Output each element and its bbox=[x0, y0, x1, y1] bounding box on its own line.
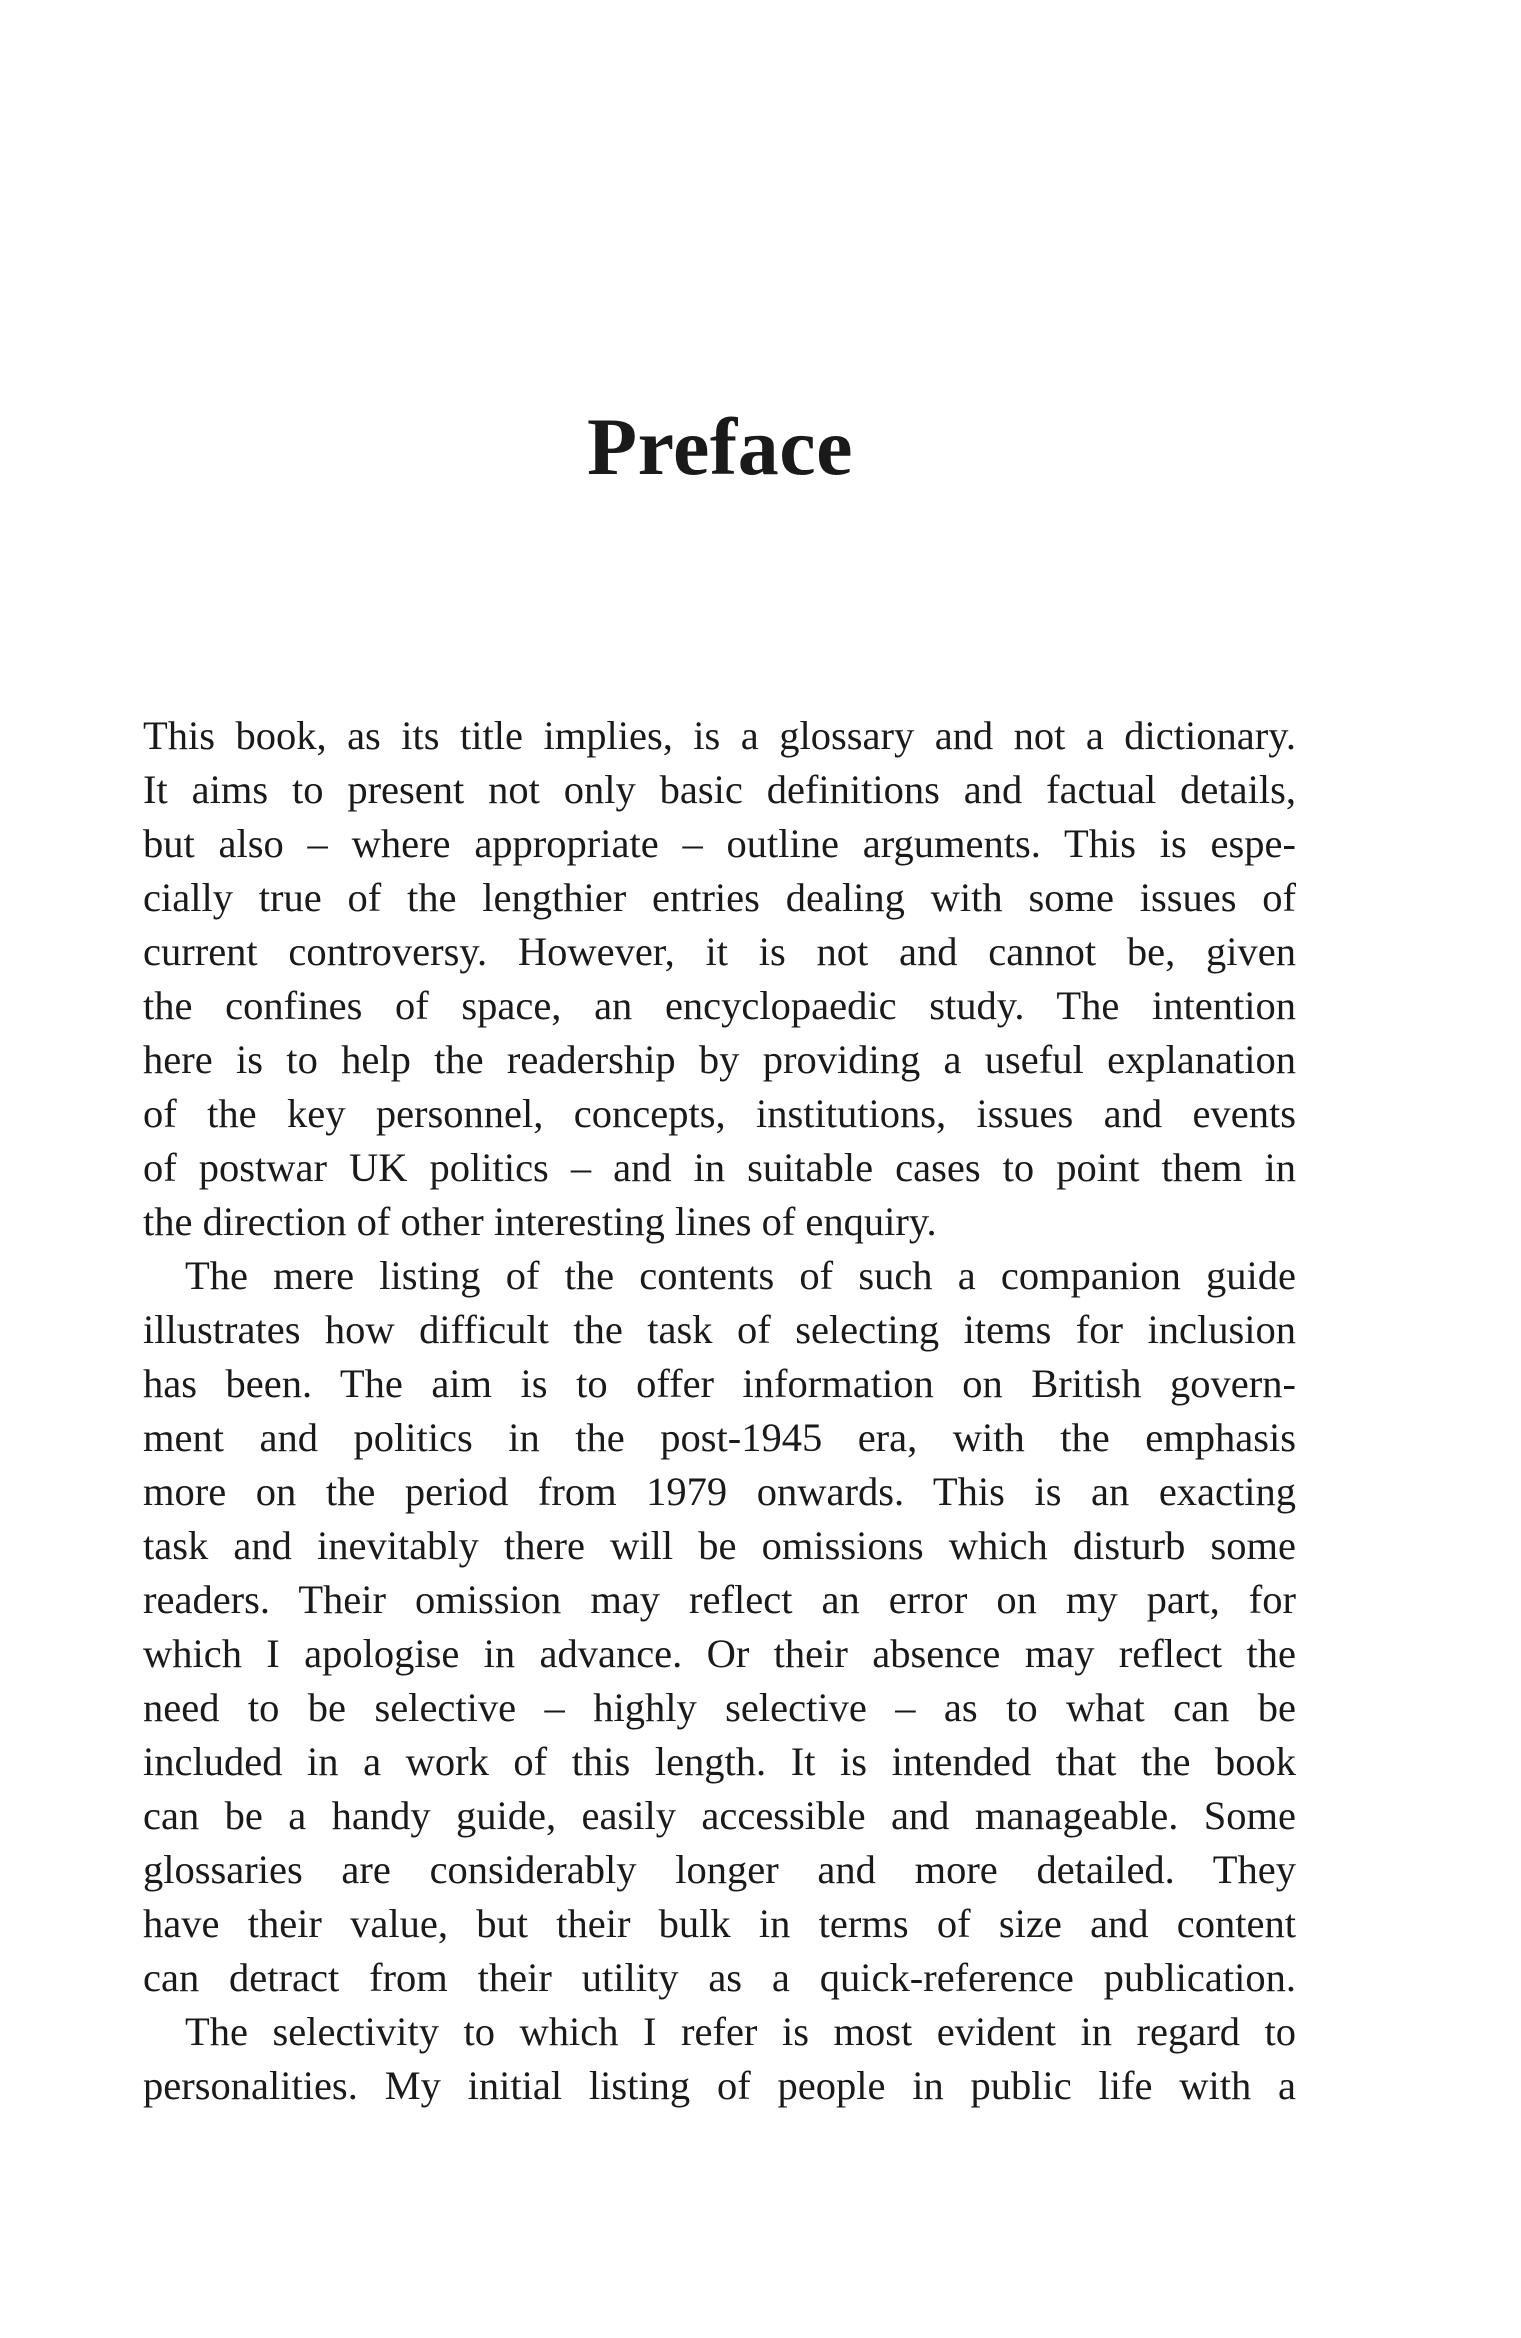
text-line: of postwar UK politics – and in suitable cases to point them in bbox=[143, 1145, 1296, 1190]
preface-body bbox=[143, 709, 1296, 2113]
text-line: here is to help the readership by providing a useful explanation bbox=[143, 1037, 1296, 1082]
text-line: The mere listing of the contents of such a companion guide bbox=[185, 1253, 1296, 1298]
text-line: included in a work of this length. It is intended that the book bbox=[143, 1739, 1296, 1784]
text-line: but also – where appropriate – outline arguments. This is espe- bbox=[143, 821, 1296, 866]
text-line: task and inevitably there will be omissions which disturb some bbox=[143, 1523, 1296, 1568]
text-line: which I apologise in advance. Or their absence may reflect the bbox=[143, 1631, 1296, 1676]
text-line: the direction of other interesting lines of enquiry. bbox=[143, 1199, 937, 1244]
text-line: cially true of the lengthier entries dealing with some issues of bbox=[143, 875, 1296, 920]
page-title: Preface bbox=[587, 401, 853, 492]
text-line: have their value, but their bulk in terms of size and content bbox=[143, 1901, 1296, 1946]
text-line: illustrates how difficult the task of selecting items for inclusion bbox=[143, 1307, 1296, 1352]
text-line: the confines of space, an encyclopaedic study. The intention bbox=[143, 983, 1296, 1028]
text-line: It aims to present not only basic definitions and factual details, bbox=[143, 767, 1296, 812]
text-line: ment and politics in the post-1945 era, with the emphasis bbox=[143, 1415, 1296, 1460]
text-line: The selectivity to which I refer is most evident in regard to bbox=[185, 2009, 1296, 2054]
text-line: has been. The aim is to offer information on British govern- bbox=[143, 1361, 1296, 1406]
text-line: This book, as its title implies, is a glossary and not a dictionary. bbox=[143, 713, 1296, 758]
text-line: glossaries are considerably longer and more detailed. They bbox=[143, 1847, 1296, 1892]
text-line: current controversy. However, it is not and cannot be, given bbox=[143, 929, 1296, 974]
text-line: more on the period from 1979 onwards. This is an exacting bbox=[143, 1469, 1296, 1514]
text-line: readers. Their omission may reflect an error on my part, for bbox=[143, 1577, 1296, 1622]
text-line: can be a handy guide, easily accessible and manageable. Some bbox=[143, 1793, 1296, 1838]
text-line: of the key personnel, concepts, institutions, issues and events bbox=[143, 1091, 1296, 1136]
text-line: can detract from their utility as a quick-reference publication. bbox=[143, 1955, 1296, 2000]
text-line: personalities. My initial listing of people in public life with a bbox=[143, 2063, 1296, 2108]
text-line: need to be selective – highly selective – as to what can be bbox=[143, 1685, 1296, 1730]
